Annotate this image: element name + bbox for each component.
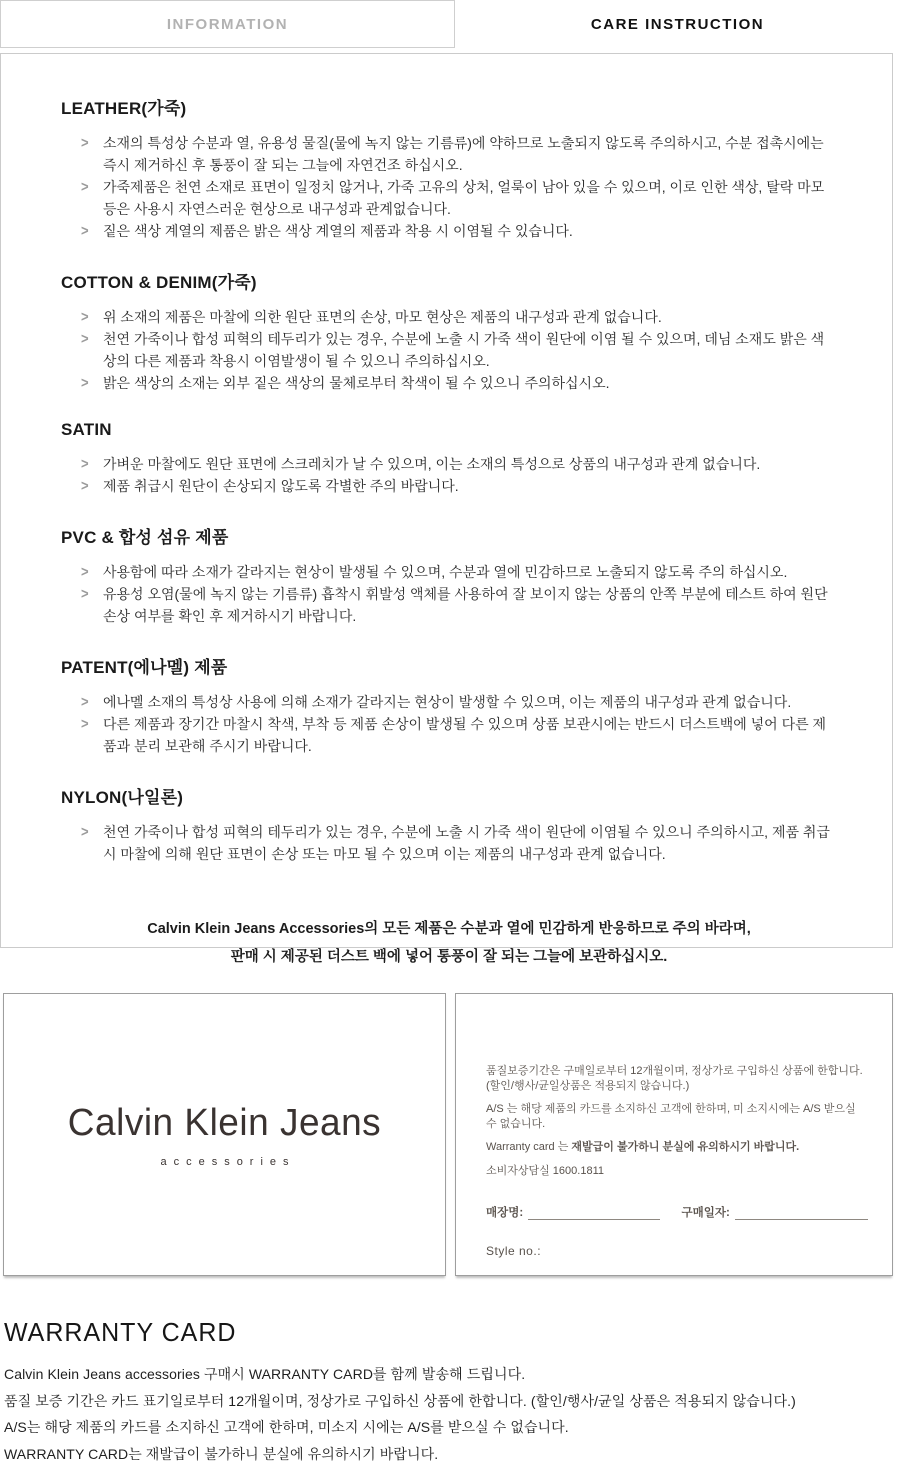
section-patent: [61, 653, 837, 757]
bullet-text: 제품 취급시 원단이 손상되지 않도록 각별한 주의 바랍니다.: [103, 478, 459, 494]
warranty-card-line: 품질보증기간은 구매일로부터 12개월이며, 정상가로 구입하신 상품에 한합니다.: [486, 1064, 868, 1079]
care-bullet: [81, 306, 837, 328]
bullet-text: 소재의 특성상 수분과 열, 유용성 물질(물에 녹지 않는 기름류)에 약하므로 노출되지 않도록 주의하시고, 수분 접촉시에는 즉시 제거하신 후 통풍이 잘 되는 그늘에 자연건조 하십시오.: [103, 135, 824, 173]
care-bullet: [81, 220, 837, 242]
customer-service-line: 소비자상담실 1600.1811: [486, 1164, 868, 1179]
care-bullet: [81, 583, 837, 627]
section-title: SATIN: [61, 420, 837, 440]
bullet-text: 천연 가죽이나 합성 피혁의 테두리가 있는 경우, 수분에 노출 시 가죽 색이 원단에 이염 될 수 있으며, 데님 소재도 밝은 색상의 다른 제품과 착용시 이염발생이 될 수 있으니 주의하십시오.: [103, 331, 824, 369]
brand-logo-subtext: accessories: [153, 1156, 295, 1168]
warranty-card-line4-prefix: Warranty card 는: [486, 1141, 571, 1153]
chevron-right-icon: >: [81, 452, 89, 476]
warranty-info-line: A/S는 해당 제품의 카드를 소지하신 고객에 한하며, 미소지 시에는 A/S를 받으실 수 없습니다.: [4, 1414, 890, 1441]
care-bullet: [81, 475, 837, 497]
care-instruction-panel: [0, 53, 893, 948]
purchase-date-label: 구매일자:: [682, 1204, 730, 1220]
care-bullet: [81, 691, 837, 713]
care-bullet: [81, 176, 837, 220]
bullet-text: 유용성 오염(물에 녹지 않는 기름류) 흡착시 휘발성 액체를 사용하여 잘 보이지 않는 상품의 안쪽 부분에 테스트 하여 원단 손상 여부를 확인 후 제거하시기 바랍니다.: [103, 586, 828, 624]
chevron-right-icon: >: [81, 175, 89, 199]
bullet-list: [81, 453, 837, 497]
style-no-label: Style no.:: [486, 1244, 868, 1258]
bullet-text: 가벼운 마찰에도 원단 표면에 스크레치가 날 수 있으며, 이는 소재의 특성으로 상품의 내구성과 관계 없습니다.: [103, 456, 760, 472]
bullet-text: 에나멜 소재의 특성상 사용에 의해 소재가 갈라지는 현상이 발생할 수 있으며, 이는 제품의 내구성과 관계 없습니다.: [103, 694, 791, 710]
warranty-section-title: WARRANTY CARD: [4, 1318, 890, 1348]
warranty-info-line: 품질 보증 기간은 카드 표기일로부터 12개월이며, 정상가로 구입하신 상품에 한합니다. (할인/행사/균일 상품은 적용되지 않습니다.): [4, 1388, 890, 1415]
bullet-list: [81, 132, 837, 242]
closing-note: [61, 915, 837, 971]
bullet-list: [81, 306, 837, 394]
chevron-right-icon: >: [81, 474, 89, 498]
closing-note-line2: 판매 시 제공된 더스트 백에 넣어 통풍이 잘 되는 그늘에 보관하십시오.: [61, 943, 837, 971]
care-bullet: [81, 132, 837, 176]
warranty-info-line: WARRANTY CARD는 재발급이 불가하니 분실에 유의하시기 바랍니다.: [4, 1441, 890, 1467]
bullet-list: [81, 561, 837, 627]
care-bullet: [81, 821, 837, 865]
section-title: PATENT(에나멜) 제품: [61, 653, 837, 678]
section-title: NYLON(나일론): [61, 783, 837, 808]
store-name-label: 매장명:: [486, 1204, 523, 1220]
warranty-card-fields: [486, 1204, 868, 1220]
section-cotton-denim: [61, 268, 837, 394]
bullet-text: 천연 가죽이나 합성 피혁의 테두리가 있는 경우, 수분에 노출 시 가죽 색이 원단에 이염될 수 있으니 주의하시고, 제품 취급시 마찰에 의해 원단 표면이 손상 또는 마모 될 수 있으며 이는 제품의 내구성과 관계 없습니다.: [103, 824, 830, 862]
warranty-card-back: [455, 993, 893, 1276]
chevron-right-icon: >: [81, 371, 89, 395]
bullet-text: 밝은 색상의 소재는 외부 짙은 색상의 물체로부터 착색이 될 수 있으니 주의하십시오.: [103, 375, 610, 391]
section-leather: [61, 94, 837, 242]
section-nylon: [61, 783, 837, 865]
purchase-date-blank-field: [735, 1208, 868, 1220]
bullet-list: [81, 691, 837, 757]
chevron-right-icon: >: [81, 560, 89, 584]
warranty-card-line4-bold: 재발급이 불가하니 분실에 유의하시기 바랍니다.: [571, 1141, 799, 1153]
tab-care-instruction[interactable]: CARE INSTRUCTION: [455, 0, 900, 48]
warranty-card-line: A/S 는 해당 제품의 카드를 소지하신 고객에 한하며, 미 소지시에는 A/S 받으실 수 없습니다.: [486, 1102, 868, 1131]
brand-logo: Calvin Klein Jeans: [68, 1101, 381, 1144]
brand-logo-card: [3, 993, 446, 1276]
chevron-right-icon: >: [81, 582, 89, 606]
closing-note-line1: Calvin Klein Jeans Accessories의 모든 제품은 수분과 열에 민감하게 반응하므로 주의 바라며,: [61, 915, 837, 943]
care-bullet: [81, 561, 837, 583]
bullet-text: 위 소재의 제품은 마찰에 의한 원단 표면의 손상, 마모 현상은 제품의 내구성과 관계 없습니다.: [103, 309, 662, 325]
chevron-right-icon: >: [81, 327, 89, 351]
bullet-text: 가죽제품은 천연 소재로 표면이 일정치 않거나, 가죽 고유의 상처, 얼룩이 남아 있을 수 있으며, 이로 인한 색상, 탈락 마모 등은 사용시 자연스러운 현상으로 내구성과 관계없습니다.: [103, 179, 824, 217]
care-bullet: [81, 453, 837, 475]
care-bullet: [81, 328, 837, 372]
warranty-info-line: Calvin Klein Jeans accessories 구매시 WARRANTY CARD를 함께 발송해 드립니다.: [4, 1361, 890, 1388]
section-title: PVC & 합성 섬유 제품: [61, 523, 837, 548]
bullet-text: 다른 제품과 장기간 마찰시 착색, 부착 등 제품 손상이 발생될 수 있으며 상품 보관시에는 반드시 더스트백에 넣어 다른 제품과 분리 보관해 주시기 바랍니다.: [103, 716, 826, 754]
bullet-text: 사용함에 따라 소재가 갈라지는 현상이 발생될 수 있으며, 수분과 열에 민감하므로 노출되지 않도록 주의 하십시오.: [103, 564, 787, 580]
care-bullet: [81, 372, 837, 394]
section-title: LEATHER(가죽): [61, 94, 837, 119]
tab-bar: [0, 0, 900, 48]
section-pvc: [61, 523, 837, 627]
chevron-right-icon: >: [81, 131, 89, 155]
warranty-card-line: [486, 1140, 868, 1155]
warranty-info-section: [4, 1318, 890, 1467]
care-bullet: [81, 713, 837, 757]
store-name-blank-field: [528, 1208, 659, 1220]
tab-information[interactable]: INFORMATION: [0, 0, 455, 48]
section-satin: [61, 420, 837, 497]
section-title: COTTON & DENIM(가죽): [61, 268, 837, 293]
chevron-right-icon: >: [81, 820, 89, 844]
warranty-cards-row: [3, 993, 893, 1276]
chevron-right-icon: >: [81, 219, 89, 243]
warranty-card-line: (할인/행사/균일상품은 적용되지 않습니다.): [486, 1079, 868, 1094]
chevron-right-icon: >: [81, 690, 89, 714]
chevron-right-icon: >: [81, 712, 89, 736]
bullet-list: [81, 821, 837, 865]
chevron-right-icon: >: [81, 305, 89, 329]
bullet-text: 짙은 색상 계열의 제품은 밝은 색상 계열의 제품과 착용 시 이염될 수 있습니다.: [103, 223, 573, 239]
